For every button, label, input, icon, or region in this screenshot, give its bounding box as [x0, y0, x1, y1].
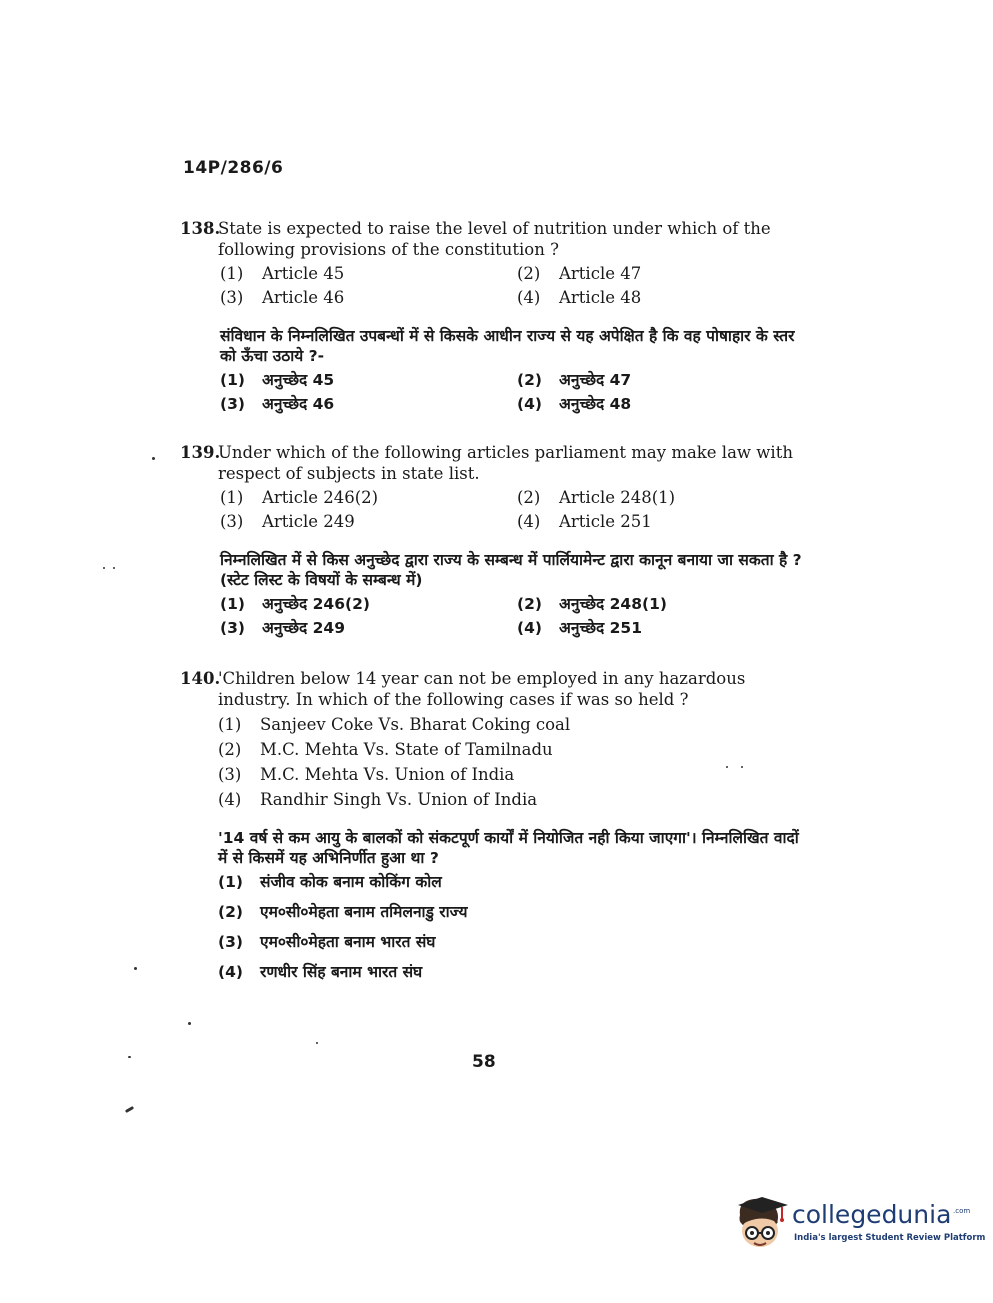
option-4: (4) Article 48	[517, 288, 642, 307]
options-english	[218, 714, 810, 814]
brand-name: collegedunia	[792, 1200, 952, 1229]
option-1: (1) Article 45	[220, 264, 345, 283]
question-text-hindi: संविधान के निम्नलिखित उपबन्धों में से किसके आधीन राज्य से यह अपेक्षित है कि वह पोषाहार के स्तर को ऊँचा उठाये ?-	[220, 327, 795, 365]
question-138	[180, 218, 810, 415]
option-1: (1) Article 246(2)	[220, 488, 379, 507]
options-hindi	[218, 872, 810, 992]
scan-speck	[726, 766, 728, 768]
brand-tld: .com	[953, 1207, 971, 1215]
question-number: 138.	[180, 219, 221, 238]
question-text-hindi: निम्नलिखित में से किस अनुच्छेद द्वारा राज्य के सम्बन्ध में पार्लियामेन्ट द्वारा कानून बनाया जा सकता है ? (स्टेट लिस्ट के विषयों के सम्बन्ध में)	[220, 551, 802, 589]
option-2: (2) Article 248(1)	[517, 488, 676, 507]
option-4: (4) Randhir Singh Vs. Union of India	[218, 790, 538, 809]
option-3: (3) Article 249	[220, 512, 355, 531]
mascot-icon	[732, 1195, 792, 1259]
question-text-english: 'Children below 14 year can not be employed in any hazardous industry. In which of the following cases if was so held ?	[218, 669, 746, 709]
question-140	[180, 668, 810, 992]
option-1: (1) अनुच्छेद 246(2)	[220, 595, 370, 613]
scan-speck	[188, 1022, 191, 1025]
option-2: (2) Article 47	[517, 264, 642, 283]
options-hindi	[220, 594, 810, 639]
option-1: (1) Sanjeev Coke Vs. Bharat Coking coal	[218, 715, 571, 734]
question-text-hindi: '14 वर्ष से कम आयु के बालकों को संकटपूर्ण कार्यों में नियोजित नही किया जाएगा'। निम्नलिखित वादों में से किसमें यह अभिनिर्णीत हुआ था ?	[218, 829, 799, 867]
option-4: (4) Article 251	[517, 512, 652, 531]
scan-speck	[103, 567, 105, 569]
options-english	[220, 263, 810, 308]
option-3: (3) M.C. Mehta Vs. Union of India	[218, 765, 515, 784]
option-3: (3) अनुच्छेद 46	[220, 395, 335, 413]
option-3: (3) Article 46	[220, 288, 345, 307]
option-3: (3) अनुच्छेद 249	[220, 619, 345, 637]
question-text-english: State is expected to raise the level of nutrition under which of the following provisions of the constitution ?	[218, 219, 771, 259]
option-1: (1) संजीव कोक बनाम कोकिंग कोल	[218, 873, 442, 891]
option-2: (2) एम०सी०मेहता बनाम तमिलनाडु राज्य	[218, 903, 468, 921]
options-hindi	[220, 370, 810, 415]
brand-tagline: India's largest Student Review Platform	[794, 1233, 986, 1243]
option-4: (4) अनुच्छेद 48	[517, 395, 632, 413]
option-2: (2) अनुच्छेद 47	[517, 371, 632, 389]
scan-speck	[134, 967, 137, 970]
question-number: 140.	[180, 669, 221, 688]
question-139	[180, 442, 810, 639]
option-2: (2) अनुच्छेद 248(1)	[517, 595, 667, 613]
page-number: 58	[472, 1052, 496, 1072]
scan-speck	[741, 766, 743, 768]
options-english	[220, 487, 810, 532]
question-number: 139.	[180, 443, 221, 462]
scan-speck	[152, 457, 155, 460]
option-3: (3) एम०सी०मेहता बनाम भारत संघ	[218, 933, 436, 951]
option-2: (2) M.C. Mehta Vs. State of Tamilnadu	[218, 740, 553, 759]
scan-speck	[113, 567, 115, 569]
scan-speck	[125, 1106, 134, 1113]
option-1: (1) अनुच्छेद 45	[220, 371, 335, 389]
scan-speck	[316, 1042, 318, 1044]
option-4: (4) रणधीर सिंह बनाम भारत संघ	[218, 963, 423, 981]
paper-code: 14P/286/6	[183, 158, 284, 178]
scan-speck	[128, 1056, 131, 1058]
question-text-english: Under which of the following articles parliament may make law with respect of subjects in state list.	[218, 443, 793, 483]
collegedunia-watermark	[732, 1195, 986, 1259]
option-4: (4) अनुच्छेद 251	[517, 619, 642, 637]
